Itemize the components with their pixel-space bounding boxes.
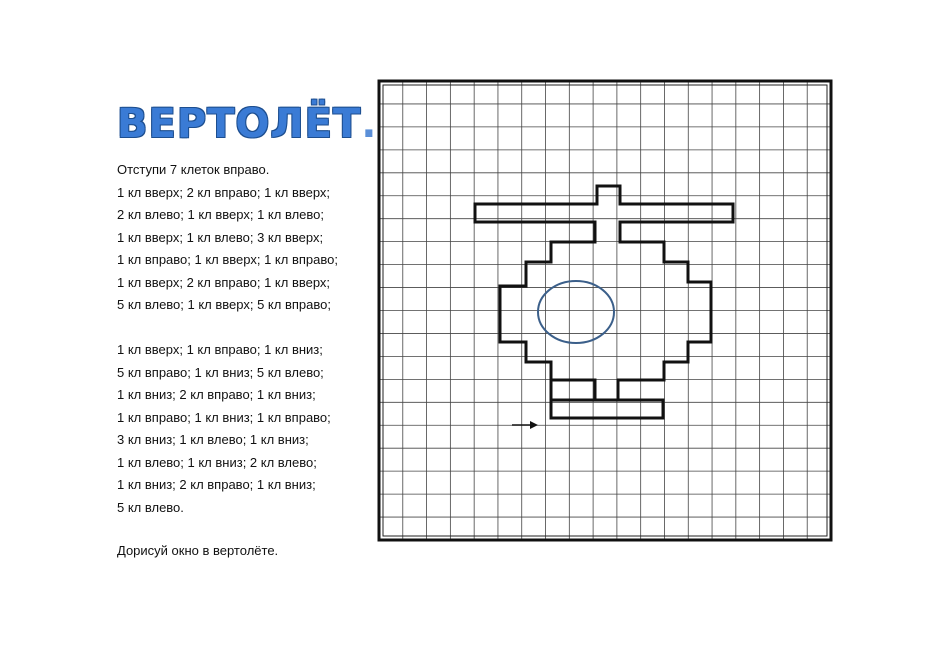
arrow-right-icon [512,421,538,429]
instruction-line: 5 кл вправо; 1 кл вниз; 5 кл влево; [117,364,324,380]
grid-lines [379,81,831,540]
instruction-line: 1 кл вверх; 2 кл вправо; 1 кл вверх; [117,184,331,200]
instruction-line: 1 кл вверх; 2 кл вправо; 1 кл вверх; [117,274,331,290]
instruction-line: 5 кл влево; 1 кл вверх; 5 кл вправо; [117,297,331,312]
instruction-line: 1 кл вниз; 2 кл вправо; 1 кл вниз; [117,477,316,492]
instruction-line: 2 кл влево; 1 кл вверх; 1 кл влево; [117,207,324,222]
instruction-line: 1 кл вверх; 1 кл влево; 3 кл вверх; [117,229,324,245]
helicopter-body-path [475,186,733,400]
instruction-line: 1 кл вверх; 1 кл вправо; 1 кл вниз; [117,342,323,357]
instruction-line: 5 кл влево. [117,499,184,515]
helicopter-outline [475,186,733,418]
helicopter-skid [551,400,663,418]
final-instruction: Дорисуй окно в вертолёте. [117,543,279,558]
instruction-line: 1 кл влево; 1 кл вниз; 2 кл влево; [117,454,317,470]
instruction-line: 1 кл вниз; 2 кл вправо; 1 кл вниз; [117,387,316,402]
instruction-line: 3 кл вниз; 1 кл влево; 1 кл вниз; [117,432,309,447]
instruction-line: 1 кл вправо; 1 кл вверх; 1 кл вправо; [117,252,338,267]
instruction-start: Отступи 7 клеток вправо. [117,162,270,177]
title-text: ВЕРТОЛЁТ [117,101,362,147]
instruction-line: 1 кл вправо; 1 кл вниз; 1 кл вправо; [117,409,331,425]
title-dot: . [361,101,378,147]
